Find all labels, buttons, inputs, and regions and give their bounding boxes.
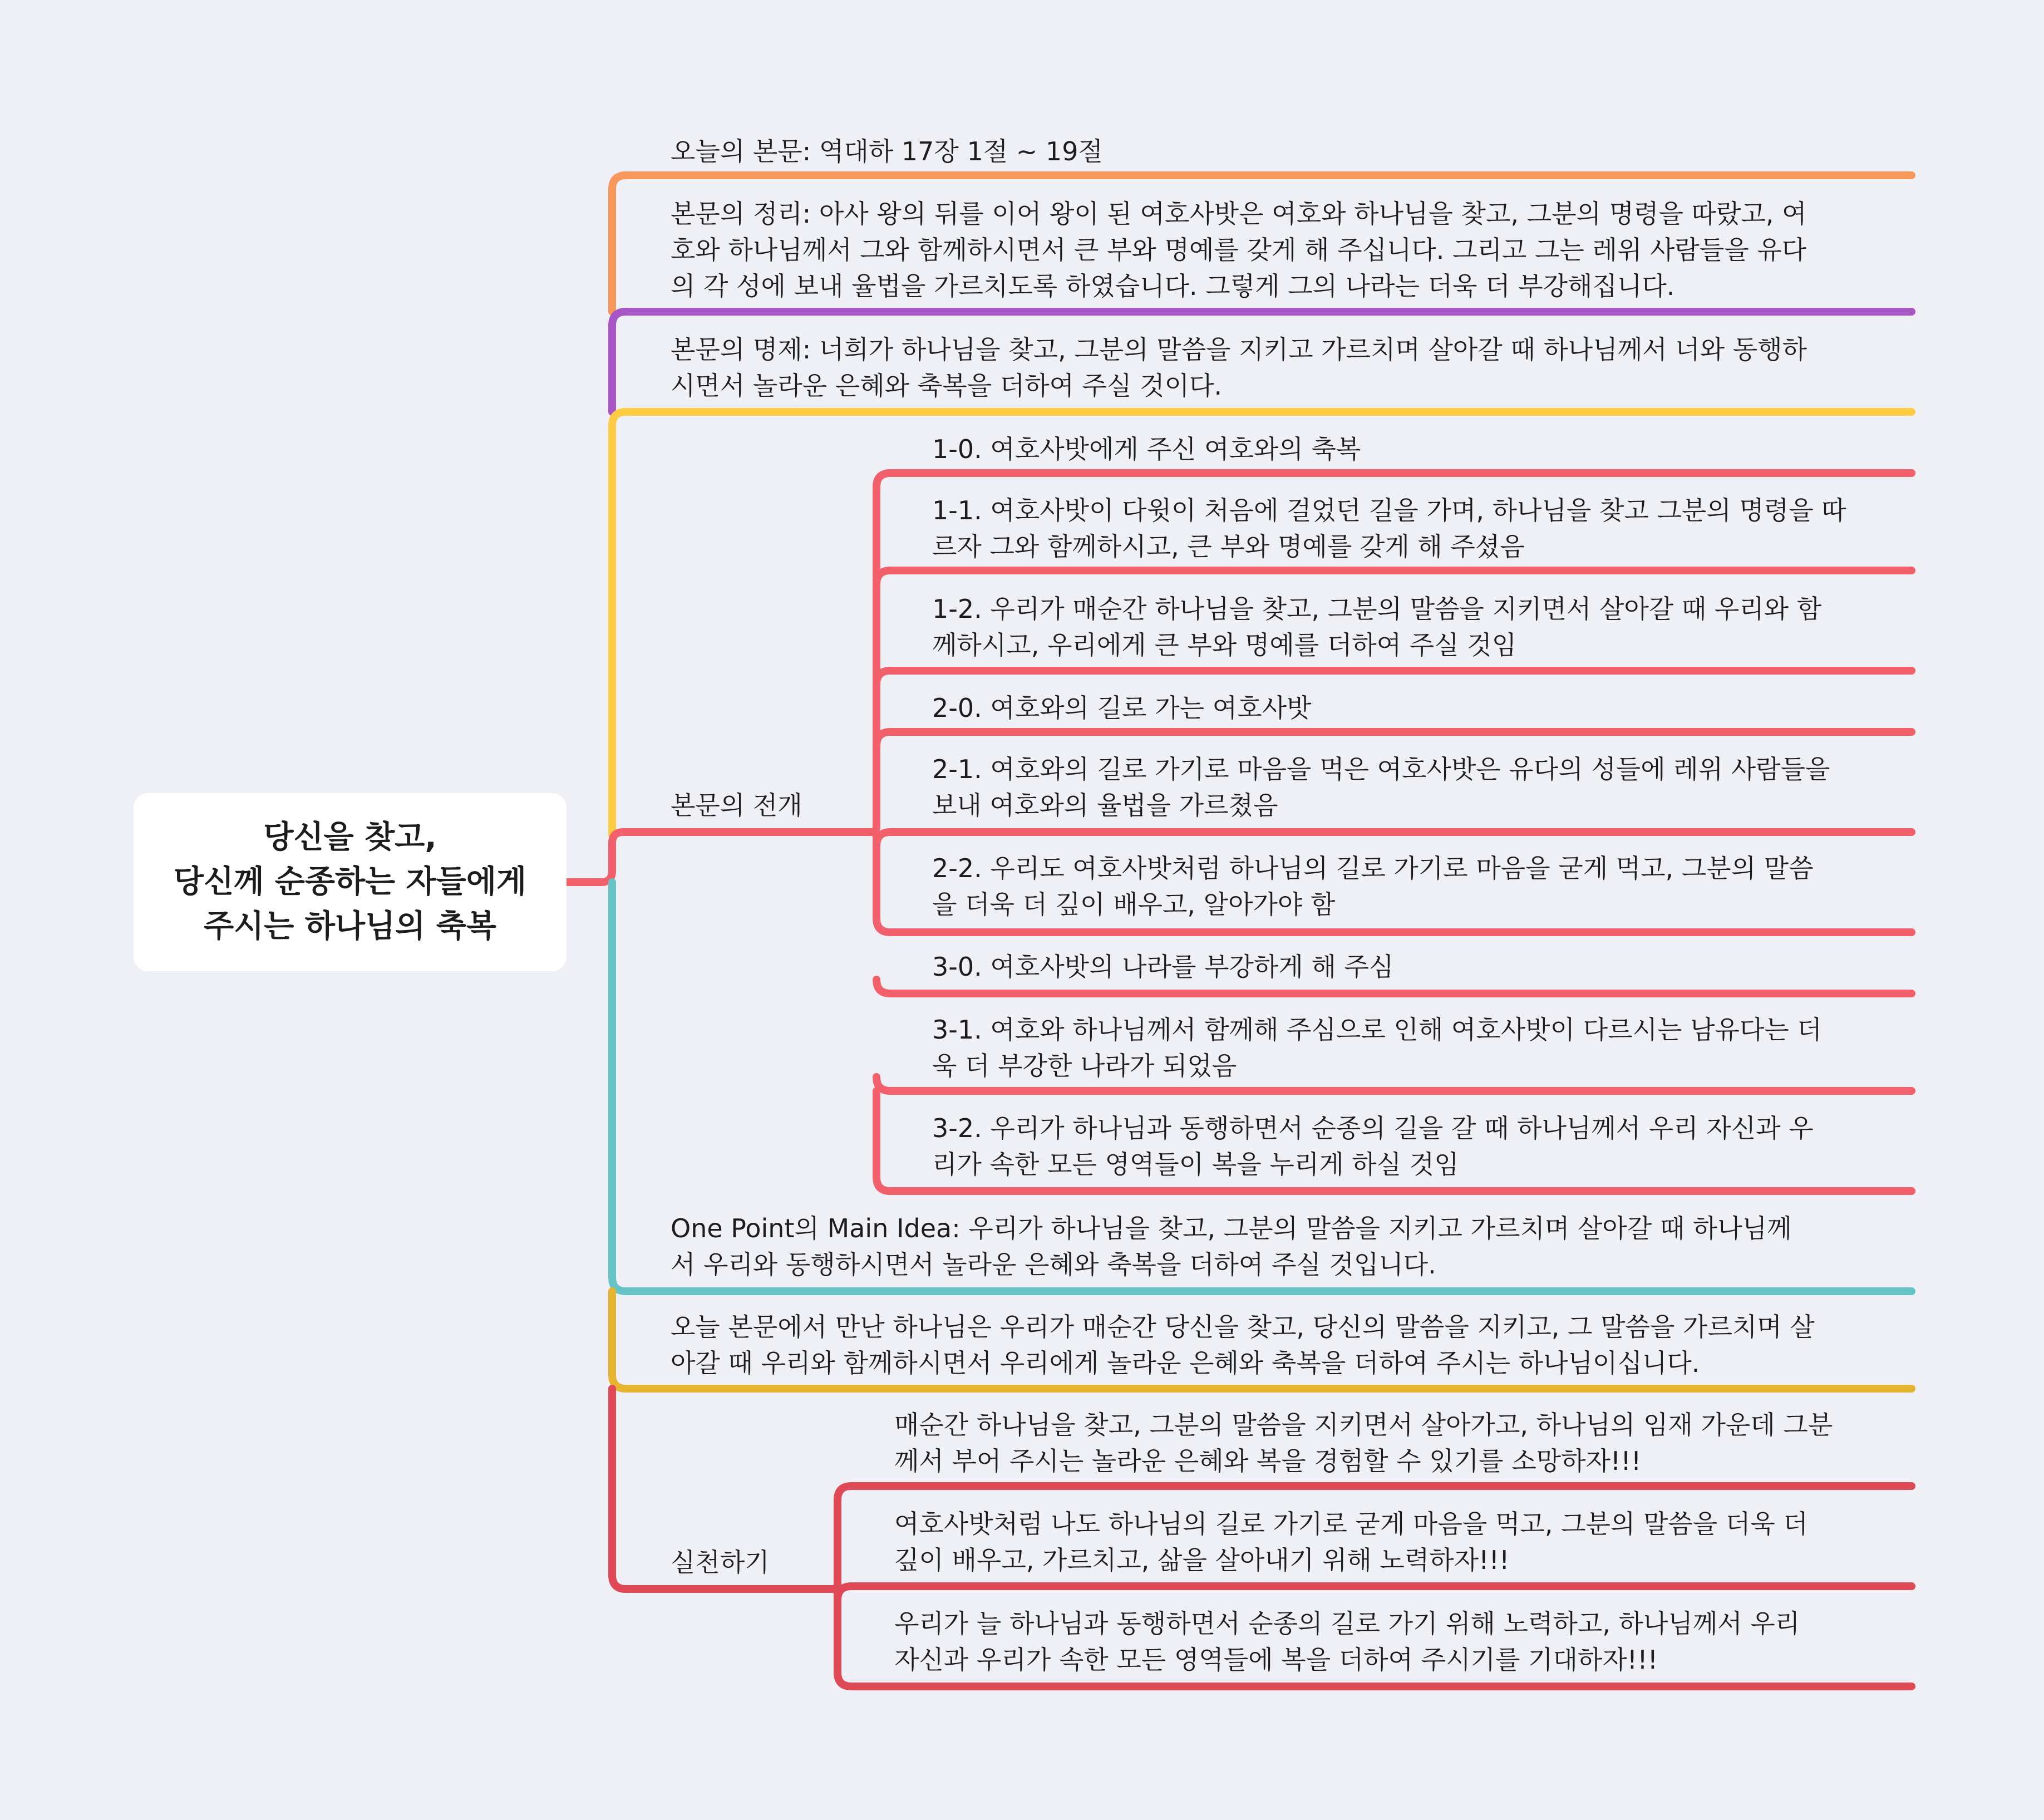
summary-node[interactable]: 본문의 정리: 아사 왕의 뒤를 이어 왕이 된 여호사밧은 여호와 하나님을 찾고, 그분의 명령을 따랐고, 여 호와 하나님께서 그와 함께하시면서 큰 부와 명예를 갖게 해 주십니다. 그리고 그는 레위 사람들을 유다 의 각 성에 보내 율법을 가르치도록 하였습니다. 그렇게 그의 나라는 더욱 더 부강해집니다. [671, 199, 1807, 301]
root-topic-text: 당신을 찾고, 당신께 순종하는 자들에게 주시는 하나님의 축복 [173, 819, 527, 945]
root-topic[interactable] [134, 793, 567, 971]
development-item-2-1[interactable]: 2-1. 여호와의 길로 가기로 마음을 먹은 여호사밧은 유다의 성들에 레위 사람들을 보내 여호와의 율법을 가르쳤음 [932, 754, 1830, 820]
development-item-3-2[interactable]: 3-2. 우리가 하나님과 동행하면서 순종의 길을 갈 때 하나님께서 우리 자신과 우 리가 속한 모든 영역들이 복을 누리게 하실 것임 [932, 1113, 1814, 1179]
proposition-node[interactable]: 본문의 명제: 너희가 하나님을 찾고, 그분의 말씀을 지키고 가르치며 살아갈 때 하나님께서 너와 동행하 시면서 놀라운 은혜와 축복을 더하여 주실 것이다. [671, 335, 1807, 401]
development-item-1-0[interactable]: 1-0. 여호사밧에게 주신 여호와의 축복 [932, 434, 1361, 464]
practice-item-3[interactable]: 우리가 늘 하나님과 동행하면서 순종의 길로 가기 위해 노력하고, 하나님께서 우리 자신과 우리가 속한 모든 영역들에 복을 더하여 주시기를 기대하자!!! [894, 1609, 1800, 1675]
development-item-3-0[interactable]: 3-0. 여호사밧의 나라를 부강하게 해 주심 [932, 952, 1394, 982]
development-item-2-2[interactable]: 2-2. 우리도 여호사밧처럼 하나님의 길로 가기로 마음을 굳게 먹고, 그분의 말씀 을 더욱 더 깊이 배우고, 알아가야 함 [932, 853, 1814, 919]
development-item-3-1[interactable]: 3-1. 여호와 하나님께서 함께해 주심으로 인해 여호사밧이 다르시는 남유다는 더 욱 더 부강한 나라가 되었음 [932, 1015, 1822, 1081]
development-item-1-2[interactable]: 1-2. 우리가 매순간 하나님을 찾고, 그분의 말씀을 지키면서 살아갈 때 우리와 함 께하시고, 우리에게 큰 부와 명예를 더하여 주실 것임 [932, 594, 1822, 660]
today-text-node[interactable]: 오늘의 본문: 역대하 17장 1절 ~ 19절 [671, 136, 1103, 166]
practice-node[interactable]: 실천하기 [671, 1547, 770, 1577]
practice-item-2[interactable]: 여호사밧처럼 나도 하나님의 길로 가기로 굳게 마음을 먹고, 그분의 말씀을 더욱 더 깊이 배우고, 가르치고, 삶을 살아내기 위해 노력하자!!! [894, 1509, 1808, 1575]
development-item-2-0[interactable]: 2-0. 여호와의 길로 가는 여호사밧 [932, 693, 1312, 723]
god-met-node[interactable]: 오늘 본문에서 만난 하나님은 우리가 매순간 당신을 찾고, 당신의 말씀을 지키고, 그 말씀을 가르치며 살 아갈 때 우리와 함께하시면서 우리에게 놀라운 은혜와 축복을 더하여 주시는 하나님이십니다. [671, 1312, 1815, 1378]
main-idea-node[interactable]: One Point의 Main Idea: 우리가 하나님을 찾고, 그분의 말씀을 지키고 가르치며 살아갈 때 하나님께 서 우리와 동행하시면서 놀라운 은혜와 축복을 더하여 주실 것입니다. [671, 1213, 1792, 1280]
practice-item-1[interactable]: 매순간 하나님을 찾고, 그분의 말씀을 지키면서 살아가고, 하나님의 임재 가운데 그분 께서 부어 주시는 놀라운 은혜와 복을 경험할 수 있기를 소망하자!!! [894, 1410, 1833, 1476]
development-node[interactable]: 본문의 전개 [671, 790, 802, 820]
development-item-1-1[interactable]: 1-1. 여호사밧이 다윗이 처음에 걸었던 길을 가며, 하나님을 찾고 그분의 명령을 따 르자 그와 함께하시고, 큰 부와 명예를 갖게 해 주셨음 [932, 495, 1846, 562]
